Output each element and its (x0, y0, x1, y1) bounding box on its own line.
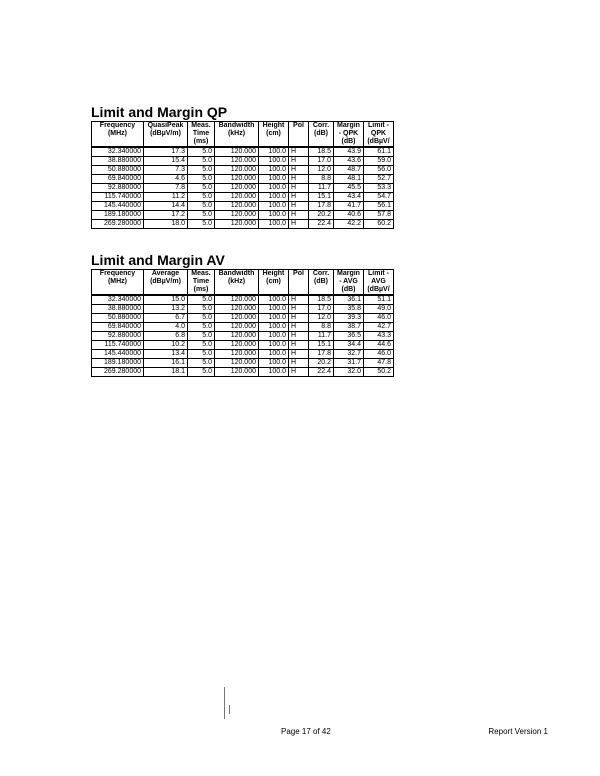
av-section (91, 252, 394, 377)
cell-corr: 18.5 (309, 295, 334, 305)
cell-limit: 42.7 (364, 323, 394, 332)
cell-pol: H (289, 341, 309, 350)
cell-margin: 48.1 (334, 175, 364, 184)
cell-height: 100.0 (259, 359, 289, 368)
cell-limit: 61.1 (364, 147, 394, 157)
header-frequency: Frequency (MHz) (92, 270, 144, 296)
qp-title: Limit and Margin QP (91, 104, 228, 120)
cell-corr: 22.4 (309, 220, 334, 229)
cell-height: 100.0 (259, 350, 289, 359)
cell-meas-time: 5.0 (188, 147, 215, 157)
page-number: Page 17 of 42 (281, 727, 331, 736)
av-table (91, 269, 394, 377)
header-margin-avg: Margin - AVG (dB) (334, 270, 364, 296)
cell-corr: 17.8 (309, 202, 334, 211)
cell-frequency: 145.440000 (92, 350, 144, 359)
cell-pol: H (289, 332, 309, 341)
cell-corr: 17.0 (309, 157, 334, 166)
table-row (92, 147, 394, 157)
cell-margin: 32.0 (334, 368, 364, 377)
cell-corr: 20.2 (309, 359, 334, 368)
table-row (92, 305, 394, 314)
cell-level: 11.2 (144, 193, 188, 202)
cell-height: 100.0 (259, 166, 289, 175)
table-row (92, 211, 394, 220)
av-table-body (92, 295, 394, 377)
cell-frequency: 69.840000 (92, 175, 144, 184)
cell-meas-time: 5.0 (188, 323, 215, 332)
cell-bandwidth: 120.000 (215, 314, 259, 323)
cell-limit: 50.2 (364, 368, 394, 377)
cell-bandwidth: 120.000 (215, 193, 259, 202)
cell-height: 100.0 (259, 341, 289, 350)
cell-pol: H (289, 193, 309, 202)
cell-frequency: 115.740000 (92, 193, 144, 202)
cell-meas-time: 5.0 (188, 193, 215, 202)
cell-level: 7.8 (144, 184, 188, 193)
cell-level: 18.1 (144, 368, 188, 377)
cell-meas-time: 5.0 (188, 359, 215, 368)
cell-height: 100.0 (259, 147, 289, 157)
cell-bandwidth: 120.000 (215, 175, 259, 184)
header-limit-avg: Limit - AVG (dBµV/ (364, 270, 394, 296)
av-title: Limit and Margin AV (91, 252, 225, 268)
header-pol: Pol (289, 122, 309, 148)
cell-pol: H (289, 202, 309, 211)
cell-margin: 45.5 (334, 184, 364, 193)
cell-bandwidth: 120.000 (215, 220, 259, 229)
cell-level: 16.1 (144, 359, 188, 368)
cell-corr: 11.7 (309, 184, 334, 193)
cell-height: 100.0 (259, 368, 289, 377)
cell-limit: 56.1 (364, 202, 394, 211)
header-corr: Corr. (dB) (309, 270, 334, 296)
table-row (92, 368, 394, 377)
cell-margin: 43.4 (334, 193, 364, 202)
table-row (92, 332, 394, 341)
cell-level: 10.2 (144, 341, 188, 350)
cell-height: 100.0 (259, 193, 289, 202)
cell-frequency: 189.180000 (92, 359, 144, 368)
header-quasipeak: QuasiPeak (dBµV/m) (144, 122, 188, 148)
cell-frequency: 269.280000 (92, 368, 144, 377)
table-row (92, 359, 394, 368)
cell-level: 17.2 (144, 211, 188, 220)
cell-height: 100.0 (259, 175, 289, 184)
cell-frequency: 92.880000 (92, 184, 144, 193)
header-frequency: Frequency (MHz) (92, 122, 144, 148)
cell-corr: 12.0 (309, 314, 334, 323)
cell-margin: 36.1 (334, 295, 364, 305)
cell-corr: 17.8 (309, 350, 334, 359)
cell-margin: 41.7 (334, 202, 364, 211)
cell-bandwidth: 120.000 (215, 368, 259, 377)
cell-meas-time: 5.0 (188, 202, 215, 211)
header-corr: Corr. (dB) (309, 122, 334, 148)
cell-pol: H (289, 295, 309, 305)
cell-level: 13.4 (144, 350, 188, 359)
cell-height: 100.0 (259, 295, 289, 305)
qp-table (91, 121, 394, 229)
cell-bandwidth: 120.000 (215, 202, 259, 211)
table-row (92, 323, 394, 332)
header-pol: Pol (289, 270, 309, 296)
cell-limit: 43.3 (364, 332, 394, 341)
cell-level: 6.7 (144, 314, 188, 323)
cell-level: 18.0 (144, 220, 188, 229)
cell-height: 100.0 (259, 220, 289, 229)
cell-bandwidth: 120.000 (215, 157, 259, 166)
cell-bandwidth: 120.000 (215, 295, 259, 305)
cell-bandwidth: 120.000 (215, 166, 259, 175)
cell-limit: 52.7 (364, 175, 394, 184)
table-row (92, 350, 394, 359)
cell-margin: 36.5 (334, 332, 364, 341)
cell-pol: H (289, 166, 309, 175)
cell-frequency: 145.440000 (92, 202, 144, 211)
cell-pol: H (289, 305, 309, 314)
cell-limit: 46.0 (364, 314, 394, 323)
table-row (92, 175, 394, 184)
header-limit-qpk: Limit - QPK (dBµV/ (364, 122, 394, 148)
cell-pol: H (289, 184, 309, 193)
cell-meas-time: 5.0 (188, 332, 215, 341)
cell-height: 100.0 (259, 211, 289, 220)
cell-corr: 8.8 (309, 175, 334, 184)
cell-limit: 54.7 (364, 193, 394, 202)
cell-margin: 38.7 (334, 323, 364, 332)
cell-meas-time: 5.0 (188, 157, 215, 166)
cell-meas-time: 5.0 (188, 166, 215, 175)
cell-frequency: 38.880000 (92, 157, 144, 166)
cell-meas-time: 5.0 (188, 305, 215, 314)
table-row (92, 314, 394, 323)
cell-height: 100.0 (259, 323, 289, 332)
cell-frequency: 50.880000 (92, 166, 144, 175)
cell-limit: 46.0 (364, 350, 394, 359)
cell-meas-time: 5.0 (188, 220, 215, 229)
cell-frequency: 92.880000 (92, 332, 144, 341)
cell-level: 17.3 (144, 147, 188, 157)
cell-margin: 40.6 (334, 211, 364, 220)
cell-corr: 8.8 (309, 323, 334, 332)
cell-meas-time: 5.0 (188, 211, 215, 220)
cell-bandwidth: 120.000 (215, 350, 259, 359)
cell-height: 100.0 (259, 184, 289, 193)
cell-height: 100.0 (259, 314, 289, 323)
header-height: Height (cm) (259, 270, 289, 296)
header-meas-time: Meas. Time (ms) (188, 122, 215, 148)
cell-corr: 18.5 (309, 147, 334, 157)
table-row (92, 157, 394, 166)
cell-pol: H (289, 175, 309, 184)
cell-pol: H (289, 350, 309, 359)
report-version: Report Version 1 (488, 727, 548, 736)
cell-margin: 31.7 (334, 359, 364, 368)
cell-bandwidth: 120.000 (215, 341, 259, 350)
cell-pol: H (289, 314, 309, 323)
cell-frequency: 32.340000 (92, 147, 144, 157)
header-bandwidth: Bandwidth (kHz) (215, 270, 259, 296)
cell-height: 100.0 (259, 332, 289, 341)
cell-level: 7.3 (144, 166, 188, 175)
cell-pol: H (289, 157, 309, 166)
cell-frequency: 115.740000 (92, 341, 144, 350)
cell-bandwidth: 120.000 (215, 332, 259, 341)
cell-meas-time: 5.0 (188, 295, 215, 305)
cell-height: 100.0 (259, 305, 289, 314)
cell-pol: H (289, 323, 309, 332)
cell-height: 100.0 (259, 202, 289, 211)
cell-margin: 43.6 (334, 157, 364, 166)
cell-corr: 15.1 (309, 193, 334, 202)
cell-bandwidth: 120.000 (215, 305, 259, 314)
cell-limit: 51.1 (364, 295, 394, 305)
table-row (92, 341, 394, 350)
cell-margin: 35.8 (334, 305, 364, 314)
cell-corr: 20.2 (309, 211, 334, 220)
qp-header-row (92, 122, 394, 148)
cell-limit: 47.8 (364, 359, 394, 368)
cell-margin: 43.9 (334, 147, 364, 157)
cell-frequency: 32.340000 (92, 295, 144, 305)
cell-height: 100.0 (259, 157, 289, 166)
cell-pol: H (289, 211, 309, 220)
cell-corr: 17.0 (309, 305, 334, 314)
av-header-row (92, 270, 394, 296)
cell-bandwidth: 120.000 (215, 184, 259, 193)
cell-corr: 12.0 (309, 166, 334, 175)
table-row (92, 166, 394, 175)
table-row (92, 220, 394, 229)
cell-frequency: 189.180000 (92, 211, 144, 220)
cell-meas-time: 5.0 (188, 184, 215, 193)
cell-pol: H (289, 220, 309, 229)
cell-corr: 11.7 (309, 332, 334, 341)
cell-pol: H (289, 147, 309, 157)
cell-level: 6.8 (144, 332, 188, 341)
cell-bandwidth: 120.000 (215, 359, 259, 368)
cell-corr: 15.1 (309, 341, 334, 350)
cell-margin: 42.2 (334, 220, 364, 229)
margin-rule-line (224, 687, 225, 719)
cell-bandwidth: 120.000 (215, 147, 259, 157)
cell-pol: H (289, 368, 309, 377)
qp-section (91, 104, 394, 229)
cell-corr: 22.4 (309, 368, 334, 377)
cell-margin: 32.7 (334, 350, 364, 359)
cell-margin: 48.7 (334, 166, 364, 175)
cell-level: 14.4 (144, 202, 188, 211)
cell-frequency: 269.280000 (92, 220, 144, 229)
header-bandwidth: Bandwidth (kHz) (215, 122, 259, 148)
cell-limit: 56.0 (364, 166, 394, 175)
cell-limit: 57.8 (364, 211, 394, 220)
table-row (92, 295, 394, 305)
cell-frequency: 69.840000 (92, 323, 144, 332)
header-height: Height (cm) (259, 122, 289, 148)
cell-margin: 39.3 (334, 314, 364, 323)
cell-meas-time: 5.0 (188, 368, 215, 377)
cell-bandwidth: 120.000 (215, 211, 259, 220)
cell-meas-time: 5.0 (188, 341, 215, 350)
cell-bandwidth: 120.000 (215, 323, 259, 332)
header-margin-qpk: Margin - QPK (dB) (334, 122, 364, 148)
cell-meas-time: 5.0 (188, 314, 215, 323)
cell-level: 4.0 (144, 323, 188, 332)
cell-level: 15.0 (144, 295, 188, 305)
cell-level: 15.4 (144, 157, 188, 166)
cell-limit: 44.6 (364, 341, 394, 350)
table-row (92, 193, 394, 202)
margin-rule-tick (229, 705, 230, 714)
cell-pol: H (289, 359, 309, 368)
cell-limit: 59.0 (364, 157, 394, 166)
cell-limit: 60.2 (364, 220, 394, 229)
cell-meas-time: 5.0 (188, 175, 215, 184)
cell-limit: 53.3 (364, 184, 394, 193)
header-average: Average (dBµV/m) (144, 270, 188, 296)
cell-level: 13.2 (144, 305, 188, 314)
cell-frequency: 38.880000 (92, 305, 144, 314)
table-row (92, 184, 394, 193)
header-meas-time: Meas. Time (ms) (188, 270, 215, 296)
cell-meas-time: 5.0 (188, 350, 215, 359)
cell-level: 4.6 (144, 175, 188, 184)
table-row (92, 202, 394, 211)
cell-frequency: 50.880000 (92, 314, 144, 323)
qp-table-body (92, 147, 394, 229)
cell-margin: 34.4 (334, 341, 364, 350)
cell-limit: 49.0 (364, 305, 394, 314)
